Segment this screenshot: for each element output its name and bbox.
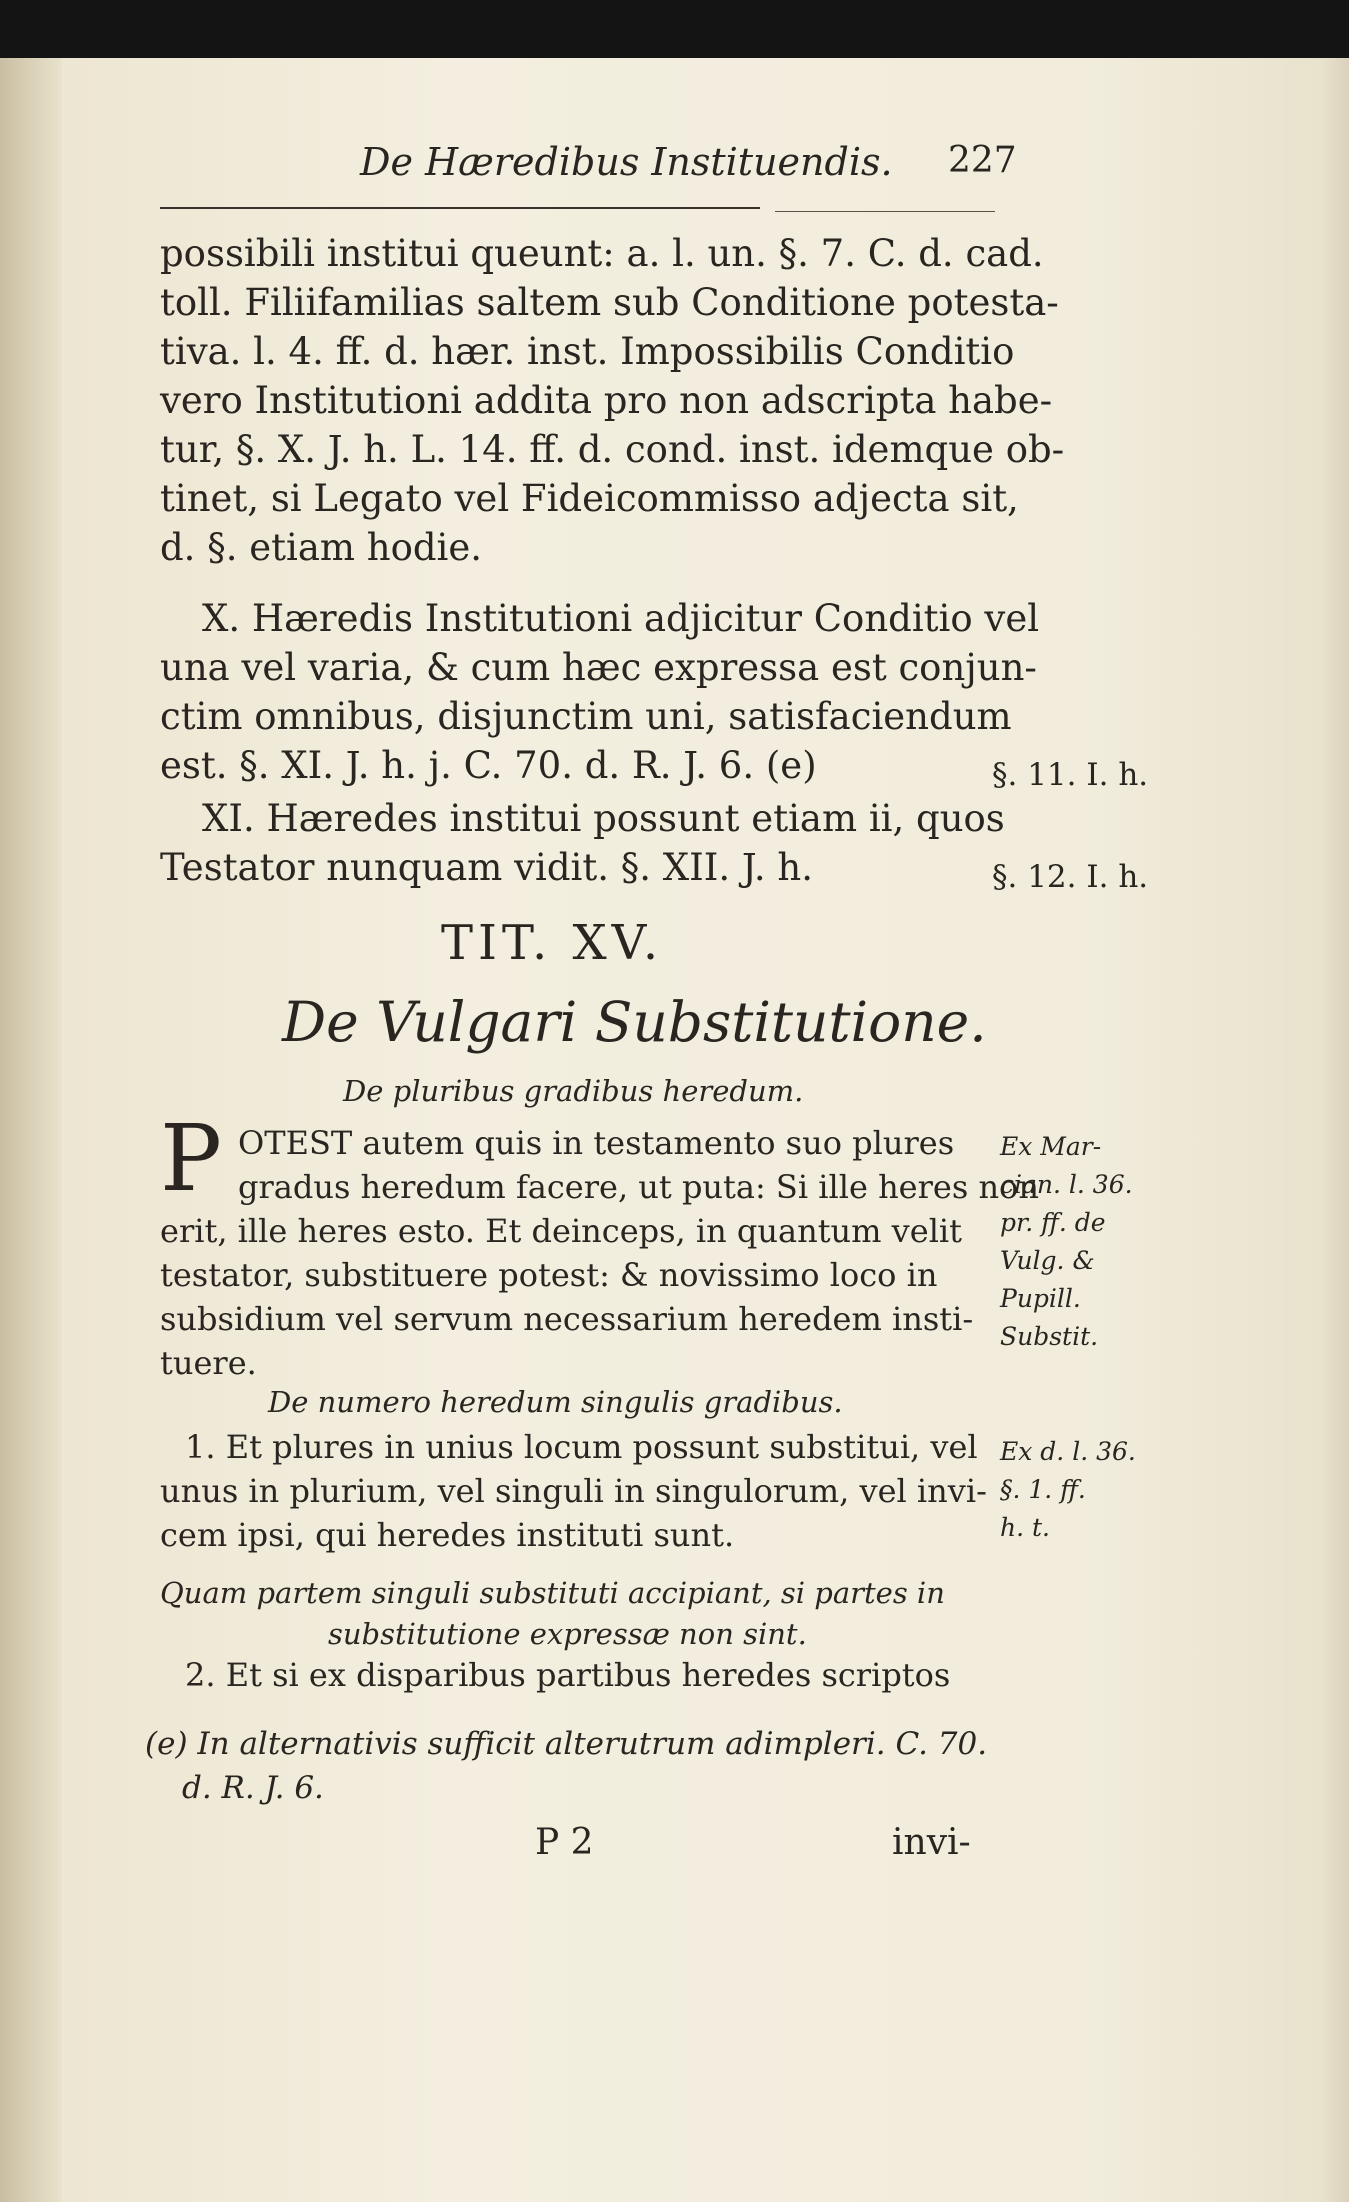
catchword: invi- xyxy=(892,1822,971,1863)
paragraph-line: gradus heredum facere, ut puta: Si ille heres non xyxy=(238,1168,1039,1206)
margin-note: Substit. xyxy=(1000,1322,1099,1351)
paragraph-line: cem ipsi, qui heredes instituti sunt. xyxy=(160,1516,735,1554)
paragraph-line: 2. Et si ex disparibus partibus heredes scriptos xyxy=(185,1656,951,1694)
margin-note: cian. l. 36. xyxy=(1000,1170,1133,1199)
margin-note: h. t. xyxy=(1000,1513,1050,1542)
running-title: De Hæredibus Instituendis. xyxy=(360,140,893,184)
initial-letter: P xyxy=(160,1105,222,1212)
body-line: vero Institutioni addita pro non adscripta habe- xyxy=(160,379,1053,422)
body-line: est. §. XI. J. h. j. C. 70. d. R. J. 6. (e) xyxy=(160,744,817,787)
paragraph-line: unus in plurium, vel singuli in singulorum, vel invi- xyxy=(160,1472,987,1510)
paragraph-line: subsidium vel servum necessarium heredem insti- xyxy=(160,1300,974,1338)
paragraph-line: erit, ille heres esto. Et deinceps, in quantum velit xyxy=(160,1212,963,1250)
book-gutter xyxy=(0,58,62,2202)
body-line: tinet, si Legato vel Fideicommisso adjecta sit, xyxy=(160,477,1019,520)
title-subject: De Vulgari Substitutione. xyxy=(282,990,987,1054)
body-line: XI. Hæredes institui possunt etiam ii, quos xyxy=(202,797,1005,840)
margin-note: §. 12. I. h. xyxy=(992,859,1149,895)
scanner-background-bar xyxy=(0,0,1349,58)
page-number: 227 xyxy=(948,140,1017,181)
paragraph-line: 1. Et plures in unius locum possunt substitui, vel xyxy=(185,1428,978,1466)
page-edge-shadow xyxy=(1319,58,1349,2202)
body-line: possibili institui queunt: a. l. un. §. 7. C. d. cad. xyxy=(160,232,1044,275)
body-line: X. Hæredis Institutioni adjicitur Conditio vel xyxy=(202,597,1040,640)
body-line: toll. Filiifamilias saltem sub Conditione potesta- xyxy=(160,281,1059,324)
margin-note: Ex d. l. 36. xyxy=(1000,1437,1136,1466)
margin-note: §. 11. I. h. xyxy=(992,757,1149,793)
body-line: tiva. l. 4. ff. d. hær. inst. Impossibilis Conditio xyxy=(160,330,1015,373)
body-line: d. §. etiam hodie. xyxy=(160,526,483,569)
section-heading: Quam partem singuli substituti accipiant, si partes in xyxy=(160,1576,945,1610)
paragraph-line: testator, substituere potest: & novissimo loco in xyxy=(160,1256,938,1294)
body-line: una vel varia, & cum hæc expressa est conjun- xyxy=(160,646,1037,689)
footnote-line: d. R. J. 6. xyxy=(182,1770,324,1806)
margin-note: Pupill. xyxy=(1000,1284,1081,1313)
paragraph-line: tuere. xyxy=(160,1344,257,1382)
header-rule xyxy=(160,207,760,209)
section-heading: substitutione expressæ non sint. xyxy=(328,1617,807,1651)
margin-note: Vulg. & xyxy=(1000,1246,1095,1275)
signature-mark: P 2 xyxy=(535,1822,594,1863)
header-rule-short xyxy=(775,211,995,212)
paragraph-line: OTEST autem quis in testamento suo plures xyxy=(238,1124,955,1162)
title-number: TIT. XV. xyxy=(441,915,664,971)
body-line: tur, §. X. J. h. L. 14. ff. d. cond. inst. idemque ob- xyxy=(160,428,1065,471)
section-heading: De pluribus gradibus heredum. xyxy=(343,1074,804,1108)
margin-note: pr. ff. de xyxy=(1000,1208,1106,1237)
margin-note: Ex Mar- xyxy=(1000,1132,1102,1161)
body-line: ctim omnibus, disjunctim uni, satisfaciendum xyxy=(160,695,1012,738)
margin-note: §. 1. ff. xyxy=(1000,1475,1086,1504)
body-line: Testator nunquam vidit. §. XII. J. h. xyxy=(160,846,813,889)
footnote-line: (e) In alternativis sufficit alterutrum adimpleri. C. 70. xyxy=(145,1726,988,1762)
section-heading: De numero heredum singulis gradibus. xyxy=(268,1385,843,1419)
